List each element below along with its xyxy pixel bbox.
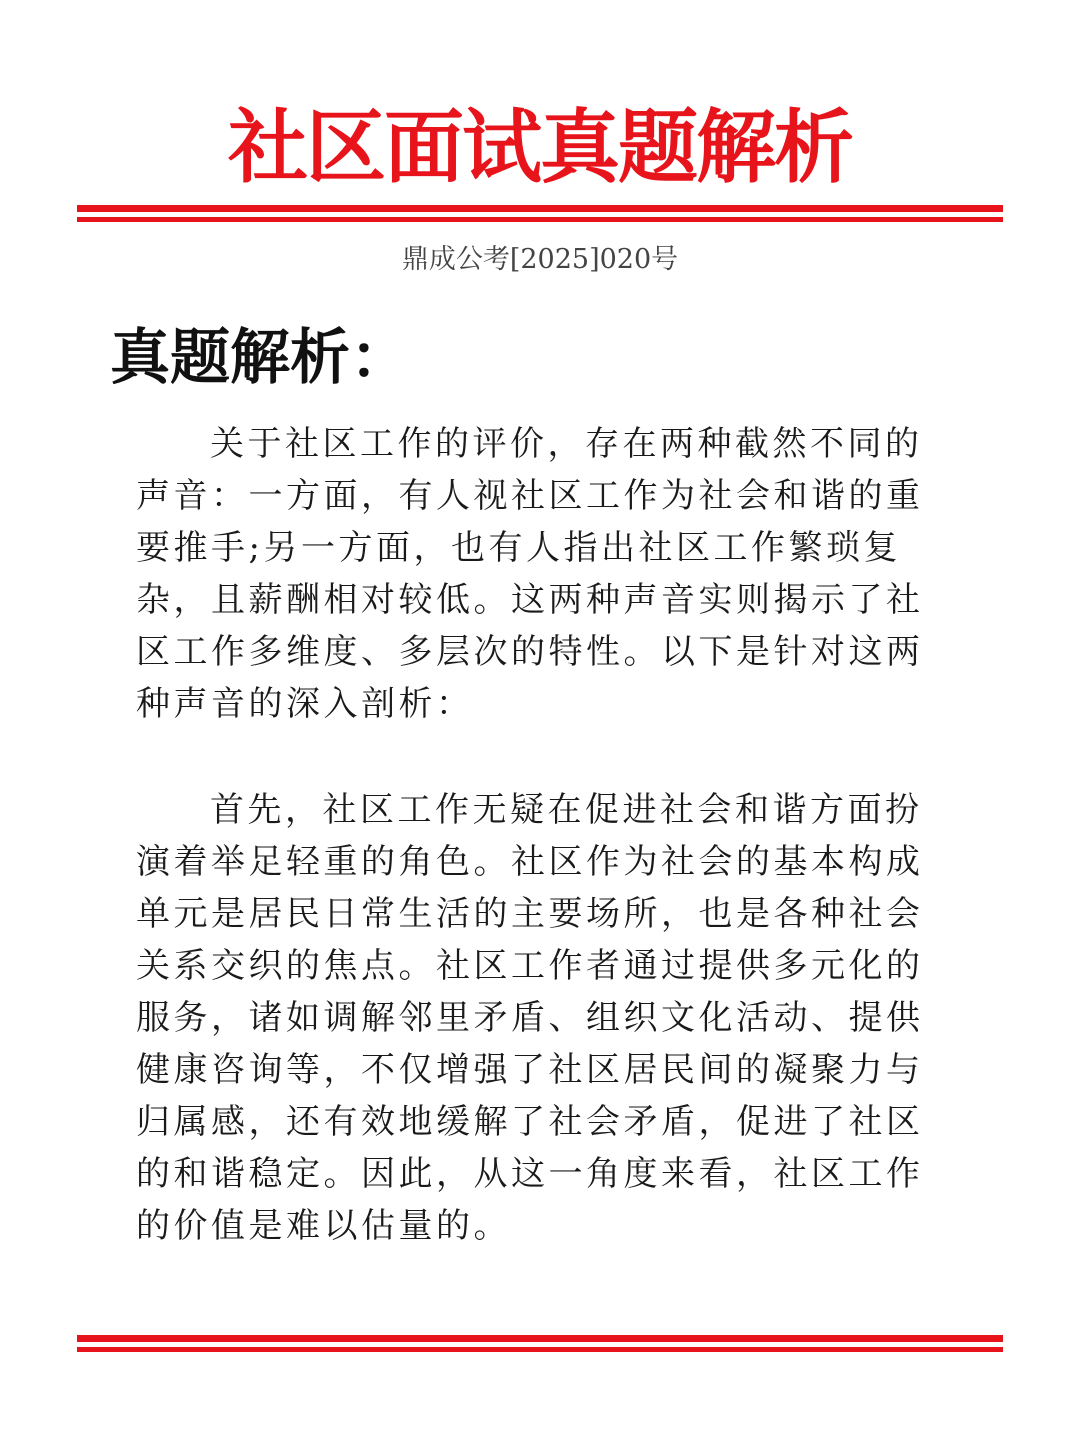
page-title: 社区面试真题解析 [228,100,852,194]
paragraph-line: 的和谐稳定。因此，从这一角度来看，社区工作 [136,1154,924,1194]
paragraph-line: 服务，诸如调解邻里矛盾、组织文化活动、提供 [136,998,924,1038]
paragraph-line: 要推手;另一方面，也有人指出社区工作繁琐复 [136,528,901,568]
top-divider-thick [77,205,1003,212]
paragraph-line: 单元是居民日常生活的主要场所，也是各种社会 [136,894,924,934]
paragraph-line: 归属感，还有效地缓解了社会矛盾，促进了社区 [136,1102,924,1142]
paragraph-line: 健康咨询等，不仅增强了社区居民间的凝聚力与 [136,1050,924,1090]
bottom-divider-thin [77,1347,1003,1352]
paragraph-line: 关系交织的焦点。社区工作者通过提供多元化的 [136,946,924,986]
paragraph-line: 杂，且薪酬相对较低。这两种声音实则揭示了社 [136,580,924,620]
paragraph-line: 首先，社区工作无疑在促进社会和谐方面扮 [210,790,923,830]
paragraph-line: 区工作多维度、多层次的特性。以下是针对这两 [136,632,924,672]
paragraph-1 [136,418,936,730]
paragraph-line: 声音：一方面，有人视社区工作为社会和谐的重 [136,476,924,516]
document-number: 鼎成公考[2025]020号 [401,244,679,275]
section-heading: 真题解析： [110,323,410,393]
paragraph-line: 演着举足轻重的角色。社区作为社会的基本构成 [136,842,924,882]
paragraph-line: 种声音的深入剖析： [136,684,474,724]
bottom-divider-thick [77,1335,1003,1342]
paragraph-2 [136,784,936,1252]
paragraph-line: 的价值是难以估量的。 [136,1206,511,1246]
top-divider-thin [77,217,1003,222]
paragraph-line: 关于社区工作的评价，存在两种截然不同的 [210,424,923,464]
